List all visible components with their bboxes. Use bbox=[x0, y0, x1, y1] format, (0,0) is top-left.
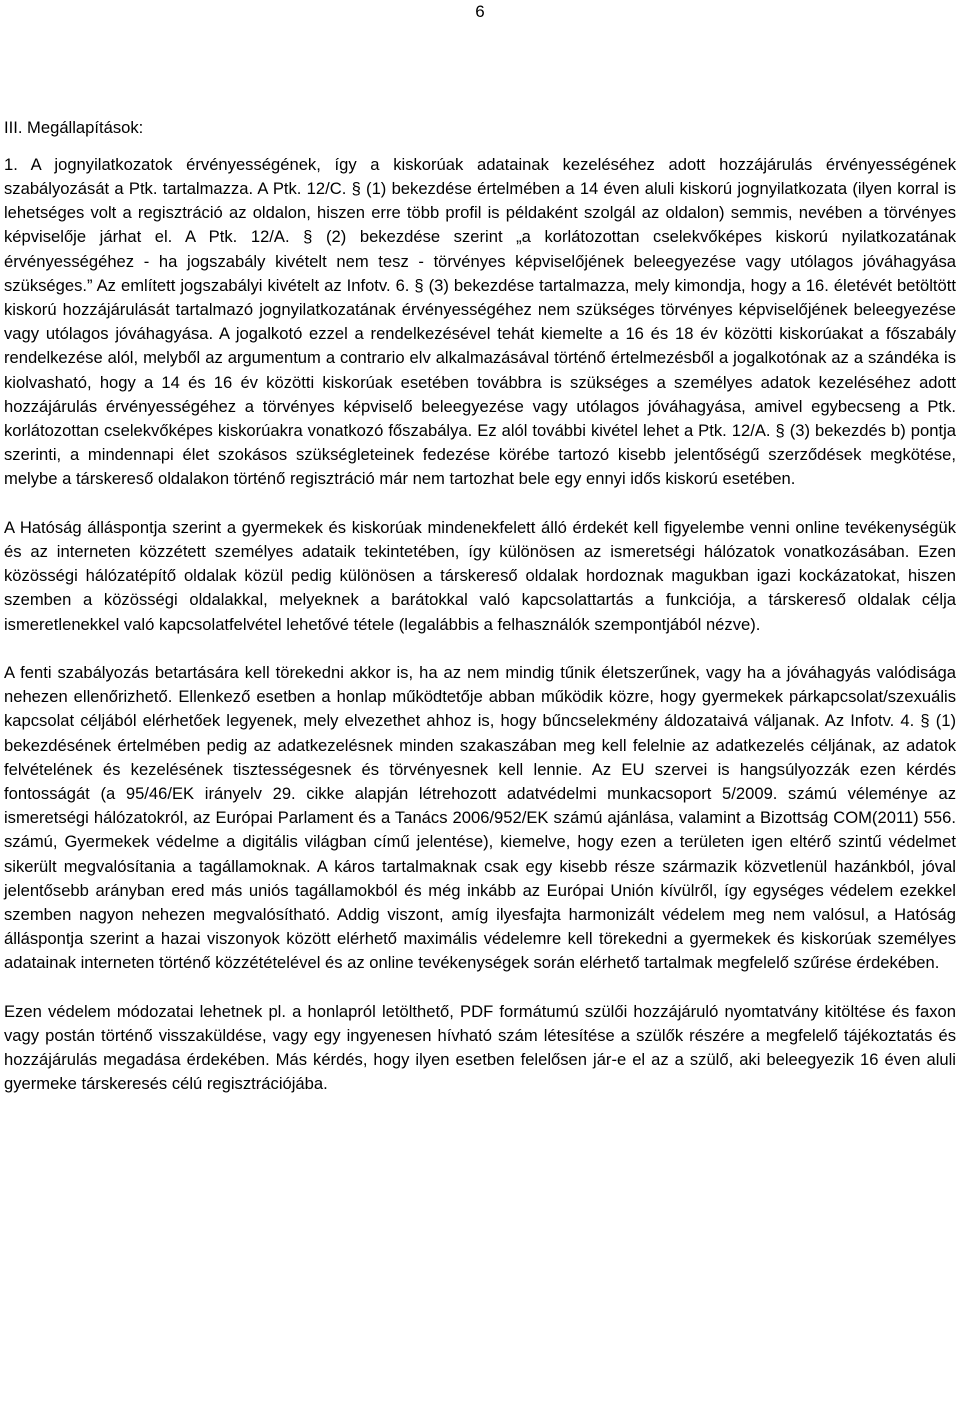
paragraph-4: Ezen védelem módozatai lehetnek pl. a honlapról letölthető, PDF formátumú szülői hozzájáruló nyomtatvány kitöltése és faxon vagy postán történő visszaküldése, vagy egy ingyenesen hívható szám létesítése a szülők részére a megfelelő tájékoztatás és hozzájárulás megadása érdekében. Más kérdés, hogy ilyen esetben felelősen jár-e el az a szülő, aki beleegyezik 16 éven aluli gyermeke társkeresés célú regisztrációjába. bbox=[4, 1001, 956, 1094]
page-number: 6 bbox=[475, 2, 485, 21]
document-body bbox=[4, 116, 956, 1097]
paragraph-3: A fenti szabályozás betartására kell törekedni akkor is, ha az nem mindig tűnik életszerűnek, vagy ha a jóváhagyás valódisága nehezen ellenőrizhető. Ellenkező esetben a honlap működtetője abban működik közre, hogy gyermekek párkapcsolat/szexuális kapcsolat céljából elérhetőek legyenek, mely elvezethet ahhoz is, hogy bűncselekmény áldozataivá váljanak. Az Infotv. 4. § (1) bekezdésének értelmében pedig az adatkezelésnek minden szakaszában meg kell felelnie az adatkezelés céljának, az adatok felvételének és kezelésének tisztességesnek és törvényesnek kell lennie. Az EU szervei is hangsúlyozzák ezen kérdés fontosságát (a 95/46/EK irányelv 29. cikke alapján létrehozott adatvédelmi munkacsoport 5/2009. számú véleménye az ismeretségi hálózatokról, az Európai Parlament és a Tanács 2006/952/EK számú ajánlása, valamint a Bizottság COM(2011) 556. számú, Gyermekek védelme a digitális világban című jelentése), kiemelve, hogy ezen a területen igen eltérő szintű védelmet sikerült megvalósítania a tagállamoknak. A káros tartalmaknak csak egy kisebb része származik közvetlenül hazánkból, jóval jelentősebb arányban ered más uniós tagállamokból és még inkább az Európai Unión kívülről, így egységes védelem ezekkel szemben nagyon nehezen megvalósítható. Addig viszont, amíg ilyesfajta harmonizált védelem meg nem valósul, a Hatóság álláspontja szerint a hazai viszonyok között elérhető maximális védelemre kell törekedni a gyermekek és kiskorúak személyes adatainak interneten történő közzétételével és az online tevékenységek során elérhető tartalmak megfelelő szűrése érdekében. bbox=[4, 662, 956, 973]
paragraph-1: 1. A jognyilatkozatok érvényességének, így a kiskorúak adatainak kezeléséhez adott hozzájárulás érvényességének szabályozását a Ptk. tartalmazza. A Ptk. 12/C. § (1) bekezdése értelmében a 14 éven aluli kiskorú jognyilatkozata (ilyen korral is lehetséges volt a regisztráció az oldalon, hiszen erre több profil is példaként szolgál az oldalon) semmis, nevében a törvényes képviselője járhat el. A Ptk. 12/A. § (2) bekezdése szerint „a korlátozottan cselekvőképes kiskorú nyilatkozatának érvényességéhez - ha jogszabály kivételt nem tesz - törvényes képviselőjének beleegyezése vagy utólagos jóváhagyása szükséges.” Az említett jogszabályi kivételt az Infotv. 6. § (3) bekezdése tartalmazza, mely kimondja, hogy a 16. életévét betöltött kiskorú hozzájárulását tartalmazó jognyilatkozatának érvényességéhez nem szükséges törvényes képviselőjének beleegyezése vagy utólagos jóváhagyása. A jogalkotó ezzel a rendelkezésével tehát kiemelte a 16 és 18 év közötti kiskorúakat a főszabály rendelkezése alól, melyből az argumentum a contrario elv alkalmazásával történő értelmezésből a jogalkotónak az a szándéka is kiolvasható, hogy a 14 és 16 év közötti kiskorúak esetében továbbra is szükséges a személyes adatok kezeléséhez adott hozzájárulás érvényességéhez a törvényes képviselő beleegyezése vagy utólagos jóváhagyása, amivel egybecseng a Ptk. korlátozottan cselekvőképes kiskorúakra vonatkozó főszabálya. Ez alól további kivétel lehet a Ptk. 12/A. § (3) bekezdés b) pontja szerinti, a mindennapi élet szokásos szükségleteinek fedezése körébe tartozó kisebb jelentőségű szerződések megkötése, melybe a társkereső oldalakon történő regisztráció már nem tartozhat bele egy ennyi idős kiskorú esetében. bbox=[4, 154, 956, 489]
paragraph-2: A Hatóság álláspontja szerint a gyermekek és kiskorúak mindenekfelett álló érdekét kell figyelembe venni online tevékenységük és az interneten közzétett személyes adataik tekintetében, így különösen az ismeretségi hálózatok vonatkozásában. Ezen közösségi hálózatépítő oldalak közül pedig különösen a társkereső oldalak hordoznak magukban igazi kockázatokat, hiszen szemben a közösségi oldalakkal, melyeknek a barátokkal való kapcsolattartás a funkciója, a társkereső oldalak célja ismeretlenekkel való kapcsolatfelvétel lehetővé tétele (legalábbis a felhasználók szempontjából nézve). bbox=[4, 517, 956, 634]
section-heading: III. Megállapítások: bbox=[4, 118, 144, 137]
